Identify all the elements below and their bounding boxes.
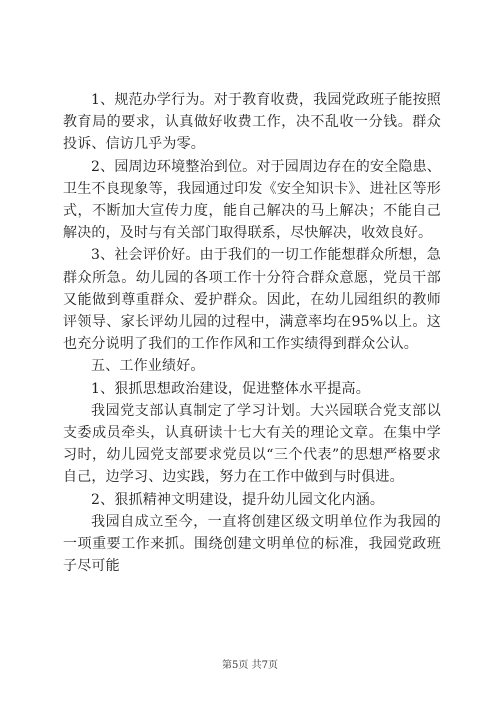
paragraph-study-plan: 我园党支部认真制定了学习计划。大兴园联合党支部以支委成员牵头，认真研读十七大有关的理论文章。在集中学习时，幼儿园党支部要求党员以“三个代表”的思想严格要求自己，边学习、边实践，努力在工作中做到与时俱进。: [63, 402, 441, 486]
page-number-footer: 第5页 共7页: [222, 660, 278, 671]
subheading-spiritual-civilization: 2、狠抓精神文明建设，提升幼儿园文化内涵。: [91, 491, 385, 508]
paragraph-civilized-unit: 我园自成立至今，一直将创建区级文明单位作为我园的一项重要工作来抓。围绕创建文明单位的标准，我园党政班子尽可能: [63, 513, 441, 575]
paragraph-social-evaluation: 3、社会评价好。由于我们的一切工作能想群众所想，急群众所急。幼儿园的各项工作十分符合群众意愿，党员干部又能做到尊重群众、爱护群众。因此，在幼儿园组织的教师评领导、家长评幼儿园的过程中，满意率均在95%以上。这也充分说明了我们的工作作风和工作实绩得到群众公认。: [63, 247, 441, 353]
paragraph-surrounding-environment: 2、园周边环境整治到位。对于园周边存在的安全隐患、卫生不良现象等，我园通过印发《安全知识卡》、进社区等形式，不断加大宣传力度，能自己解决的马上解决；不能自己解决的，及时与有关部门取得联系，尽快解决，收效良好。: [63, 158, 441, 242]
section-heading-work-performance: 五、工作业绩好。: [91, 358, 205, 375]
paragraph-regulate-school-operation: 1、规范办学行为。对于教育收费，我园党政班子能按照教育局的要求，认真做好收费工作，决不乱收一分钱。群众投诉、信访几乎为零。: [63, 92, 441, 153]
document-body: [63, 89, 441, 577]
subheading-ideological-political: 1、狠抓思想政治建设，促进整体水平提高。: [91, 380, 370, 397]
